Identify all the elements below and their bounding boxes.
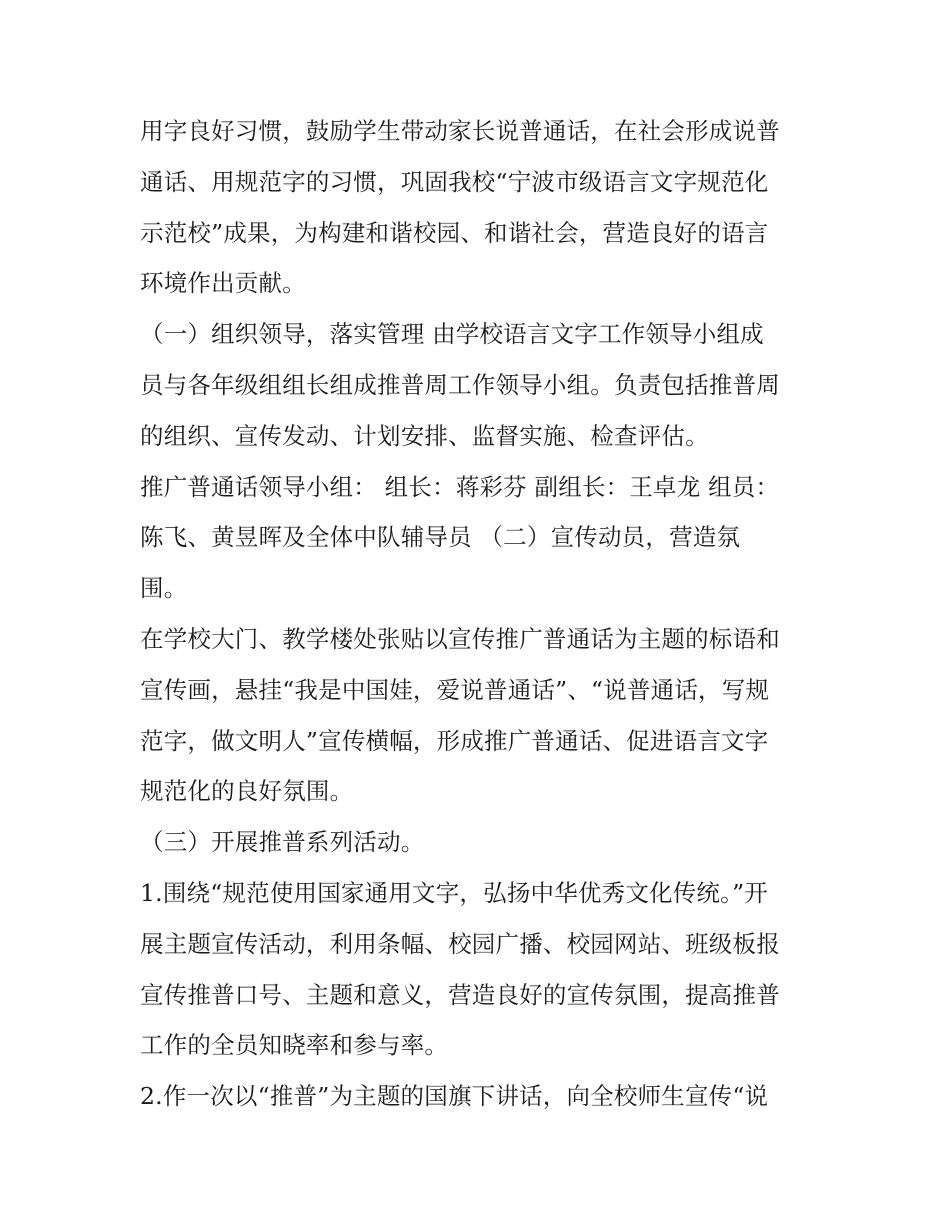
text-line: 在学校大门、教学楼处张贴以宣传推广普通话为主题的标语和 — [140, 624, 780, 653]
text-line: 规范化的良好氛围。 — [140, 777, 354, 806]
text-line: 工作的全员知晓率和参与率。 — [140, 1031, 449, 1060]
list-item-line: 1.围绕“规范使用国家通用文字，弘扬中华优秀文化传统。”开 — [140, 878, 768, 907]
text-line: 宣传画，悬挂“我是中国娃，爱说普通话”、“说普通话，写规 — [140, 675, 770, 704]
text-line: 员与各年级组组长组成推普周工作领导小组。负责包括推普周 — [140, 370, 780, 399]
document-body — [140, 106, 820, 1122]
text-line: 宣传推普口号、主题和意义，营造良好的宣传氛围，提高推普 — [140, 980, 780, 1009]
section-heading-line: 陈飞、黄昱晖及全体中队辅导员 （二）宣传动员，营造氛 — [140, 523, 741, 552]
text-line: 展主题宣传活动，利用条幅、校园广播、校园网站、班级板报 — [140, 929, 780, 958]
text-line: 的组织、宣传发动、计划安排、监督实施、检查评估。 — [140, 421, 709, 450]
text-line: 推广普通话领导小组： 组长：蒋彩芬 副组长：王卓龙 组员： — [140, 472, 780, 501]
text-line: 用字良好习惯，鼓励学生带动家长说普通话，在社会形成说普 — [140, 117, 780, 145]
text-line: 环境作出贡献。 — [140, 269, 306, 298]
text-line: 围。 — [140, 574, 188, 603]
section-heading-line: （一）组织领导，落实管理 由学校语言文字工作领导小组成 — [140, 320, 764, 349]
text-line: 示范校”成果，为构建和谐校园、和谐社会，营造良好的语言 — [140, 218, 769, 247]
text-line: 通话、用规范字的习惯，巩固我校“宁波市级语言文字规范化 — [140, 167, 769, 196]
text-line: 范字，做文明人”宣传横幅，形成推广普通话、促进语言文字 — [140, 726, 769, 755]
list-item-line: 2.作一次以“推普”为主题的国旗下讲话，向全校师生宣传“说 — [140, 1082, 769, 1111]
section-heading-line: （三）开展推普系列活动。 — [140, 828, 425, 857]
